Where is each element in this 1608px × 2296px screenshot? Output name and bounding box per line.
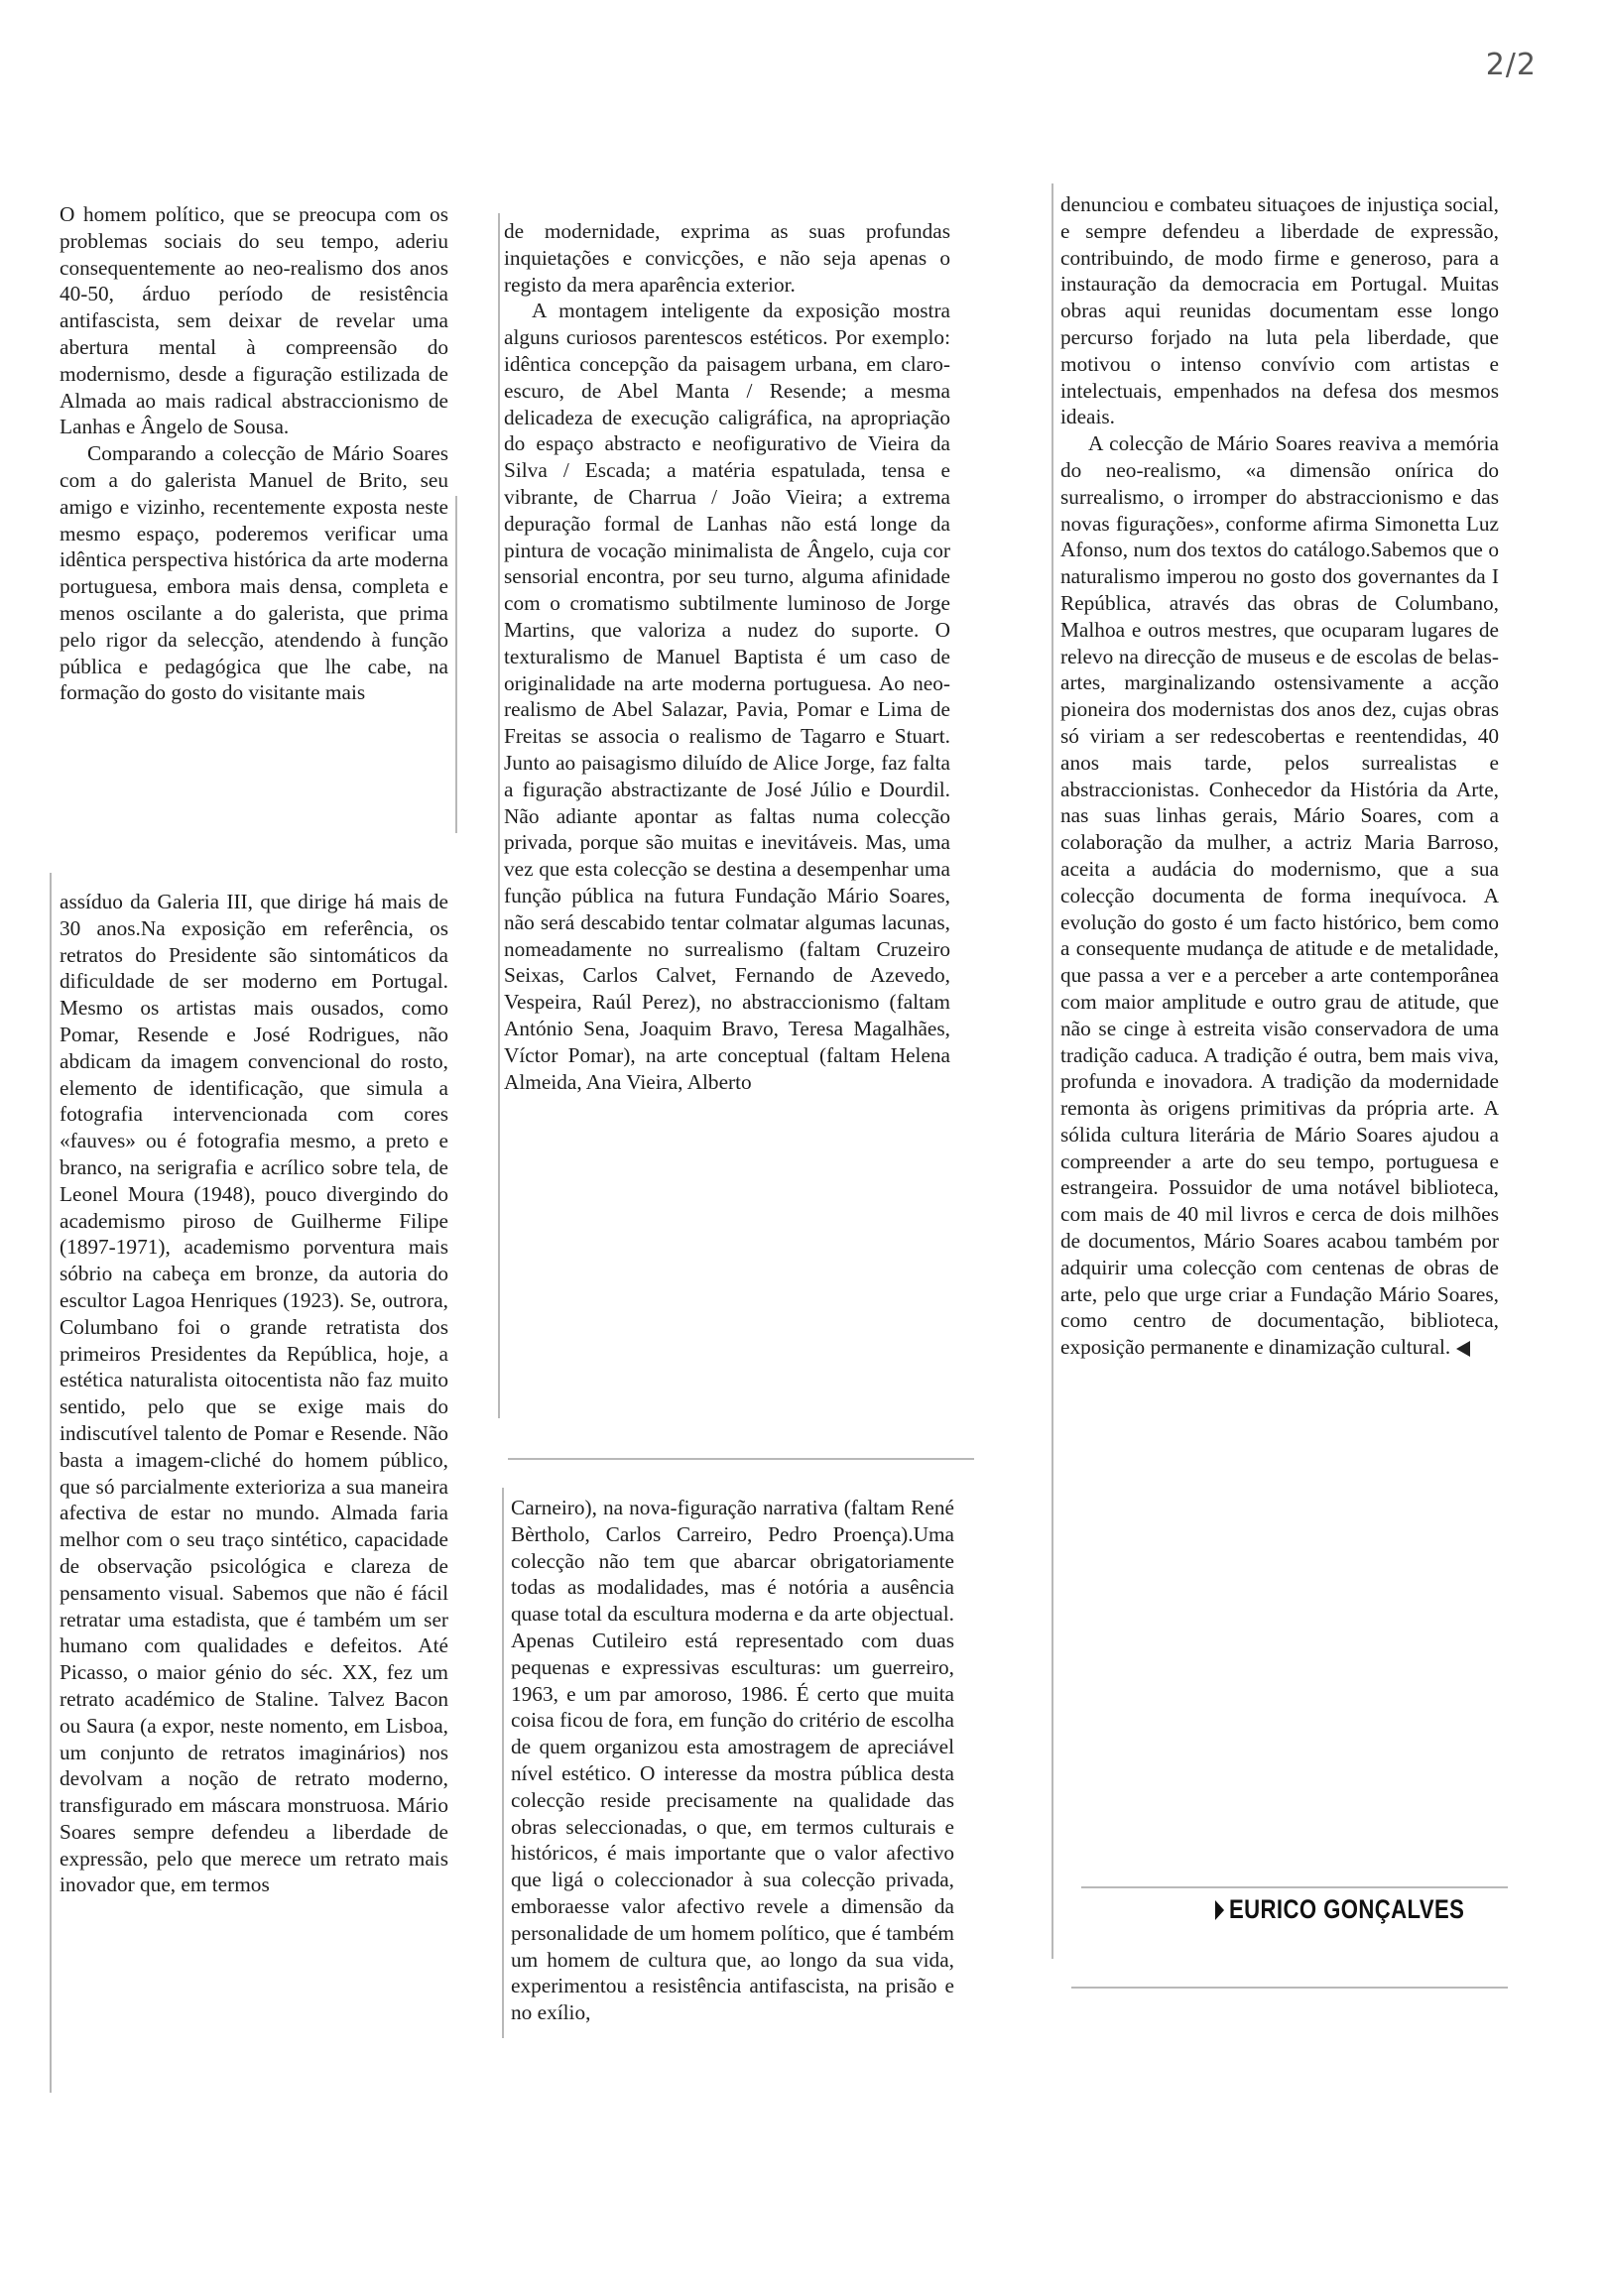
paragraph: Comparando a colecção de Mário Soares com a do galerista Manuel de Brito, seu amigo e vizinho, recentemente exposta neste mesmo espaço, poderemos verificar uma idêntica perspectiva histórica da arte moderna portuguesa, embora mais densa, completa e menos oscilante a do galerista, que prima pelo rigor da selecção, atendendo à função pública e pedagógica que lhe cabe, na formação do gosto do visitante mais [60, 441, 448, 705]
author-byline [1215, 1894, 1464, 1925]
column-divider [1051, 183, 1053, 1959]
paragraph: O homem político, que se preocupa com os problemas sociais do seu tempo, aderiu consequentemente ao neo-realismo dos anos 40-50, árduo período de resistência antifascista, sem deixar de revelar uma abertura mental à compreensão do modernismo, desde a figuração estilizada de Almada ao mais radical abstraccionismo de Lanhas e Ângelo de Sousa. [60, 202, 448, 439]
paragraph: Carneiro), na nova-figuração narrativa (faltam René Bèrtholo, Carlos Carreiro, Pedro Proença).Uma colecção não tem que abarcar obrigatoriamente todas as modalidades, mas é notória a ausência quase total da escultura moderna e da arte objectual. Apenas Cutileiro está representado com duas pequenas e expressivas esculturas: um guerreiro, 1963, e um par amoroso, 1986. É certo que muita coisa ficou de fora, em função do critério de escolha de quem organizou esta amostragem de apreciável nível estético. O interesse da mostra pública desta colecção reside precisamente na qualidade das obras seleccionadas, o que, em termos culturais e históricos, é mais importante que o valor afectivo que ligá o coleccionador à sua colecção privada, emboraesse valor afectivo revele a dimensão da personalidade de um homem político, que é também um homem de cultura que, ao longo da sua vida, experimentou a resistência antifascista, na prisão e no exílio, [511, 1496, 954, 2025]
horizontal-rule [1071, 1987, 1508, 1989]
column-1-top [60, 201, 448, 706]
end-mark-icon [1456, 1341, 1470, 1357]
paragraph [1060, 430, 1499, 1361]
column-3 [1060, 191, 1499, 1361]
horizontal-rule [1081, 1886, 1508, 1888]
horizontal-rule [508, 1458, 974, 1460]
page-number: 2/2 [1485, 48, 1537, 82]
column-divider [455, 496, 457, 833]
paragraph: assíduo da Galeria III, que dirige há mais de 30 anos.Na exposição em referência, os retratos do Presidente são sintomáticos da dificuldade de ser moderno em Portugal. Mesmo os artistas mais ousados, como Pomar, Resende e José Rodrigues, não abdicam da imagem convencional do rosto, elemento de identificação, que simula a fotografia intervencionada com cores «fauves» ou é fotografia mesmo, a preto e branco, na serigrafia e acrílico sobre tela, de Leonel Moura (1948), pouco divergindo do academismo piroso de Guilherme Filipe (1897-1971), academismo porventura mais sóbrio na cabeça em bronze, da autoria do escultor Lagoa Henriques (1923). Se, outrora, Columbano foi o grande retratista dos primeiros Presidentes da República, hoje, a estética naturalista oitocentista não faz muito sentido, pelo que se exige mais do indiscutível talento de Pomar e Resende. Não basta a imagem-cliché do homem público, que só parcialmente exterioriza a sua maneira afectiva de estar no mundo. Almada faria melhor com o seu traço sintético, capacidade de observação psicológica e clareza de pensamento visual. Sabemos que não é fácil retratar uma estadista, que é também um ser humano com qualidades e defeitos. Até Picasso, o maior génio do séc. XX, fez um retrato académico de Staline. Talvez Bacon ou Saura (a expor, neste nomento, em Lisboa, um conjunto de retratos imaginários) nos devolvam a noção de retrato moderno, transfigurado em máscara monstruosa. Mário Soares sempre defendeu a liberdade de expressão, pelo que merece um retrato mais inovador que, em termos [60, 890, 448, 1897]
paragraph: A montagem inteligente da exposição mostra alguns curiosos parentescos estéticos. Por exemplo: idêntica concepção da paisagem urbana, em claro-escuro, de Abel Manta / Resende; a mesma delicadeza de execução caligráfica, na apropriação do espaço abstracto e neofigurativo de Vieira da Silva / Escada; a matéria espatulada, tensa e vibrante, de Charrua / João Vieira; a extrema depuração formal de Lanhas não está longe da pintura de vocação minimalista de Ângelo, cuja cor sensorial encontra, por seu turno, alguma afinidade com o cromatismo subtilmente luminoso de Jorge Martins, que valoriza a nudez do suporte. O texturalismo de Manuel Baptista é um caso de originalidade na arte moderna portuguesa. Ao neo-realismo de Abel Salazar, Pavia, Pomar e Lima de Freitas se associa o realismo de Tagarro e Stuart. Junto ao paisagismo diluído de Alice Jorge, faz falta a figuração abstractizante de José Júlio e Dourdil. Não adiante apontar as faltas numa colecção privada, porque são muitas e inevitáveis. Mas, uma vez que esta colecção se destina a desempenhar uma função pública na futura Fundação Mário Soares, não será descabido tentar colmatar algumas lacunas, nomeadamente no surrealismo (faltam Cruzeiro Seixas, Carlos Calvet, Fernando de Azevedo, Vespeira, Raúl Perez), no abstraccionismo (faltam António Sena, Joaquim Bravo, Teresa Magalhães, Víctor Pomar), na arte conceptual (faltam Helena Almeida, Ana Vieira, Alberto [504, 299, 950, 1094]
author-name: EURICO GONÇALVES [1228, 1894, 1465, 1924]
arrow-icon [1215, 1900, 1224, 1920]
column-2-bottom [511, 1495, 954, 2026]
paragraph: denunciou e combateu situaçoes de injustiça social, e sempre defendeu a liberdade de expressão, contribuindo, de modo firme e generoso, para a instauração da democracia em Portugal. Muitas obras aqui reunidas documentam esse longo percurso forjado na luta pela liberdade, que motivou o intenso convívio com artistas e intelectuais, empenhados na defesa dos mesmos ideais. [1060, 192, 1499, 429]
column-divider [502, 1488, 504, 2038]
column-1-bottom [60, 889, 448, 1898]
column-divider [498, 213, 500, 1418]
paragraph-text: A colecção de Mário Soares reaviva a memória do neo-realismo, «a dimensão onírica do surrealismo, o irromper do abstraccionismo e das novas figurações», conforme afirma Simonetta Luz Afonso, num dos textos do catálogo.Sabemos que o naturalismo imperou no gosto dos governantes da I República, através das obras de Columbano, Malhoa e outros mestres, que ocuparam lugares de relevo na direcção de museus e de escolas de belas-artes, marginalizando ostensivamente a acção pioneira dos modernistas dos anos dez, cujas obras só viriam a ser redescobertas e reentendidas, 40 anos mais tarde, pelos surrealistas e abstraccionistas. Conhecedor da História da Arte, nas suas linhas gerais, Mário Soares, com a colaboração da mulher, a actriz Maria Barroso, aceita a audácia do modernismo, que a sua colecção documenta de forma inequívoca. A evolução do gosto é um facto histórico, bem como a consequente mudança de atitude e de metalidade, que passa a ver e a perceber a arte contemporânea com maior amplitude e outro grau de atitude, que não se cinge à estreita visão conservadora de uma tradição caduca. A tradição é outra, bem mais viva, profunda e inovadora. A tradição da modernidade remonta às origens primitivas da própria arte. A sólida cultura literária de Mário Soares ajudou a compreender a arte do seu tempo, portuguesa e estrangeira. Possuidor de uma notável biblioteca, com mais de 40 mil livros e cerca de dois milhões de documentos, Mário Soares acabou também por adquirir uma colecção com centenas de obras de arte, pelo que urge criar a Fundação Mário Soares, como centro de documentação, biblioteca, exposição permanente e dinamização cultural. [1060, 431, 1499, 1360]
column-divider [50, 873, 52, 2093]
column-2-top [504, 218, 950, 1095]
paragraph: de modernidade, exprima as suas profundas inquietações e convicções, e não seja apenas o registo da mera aparência exterior. [504, 219, 950, 297]
